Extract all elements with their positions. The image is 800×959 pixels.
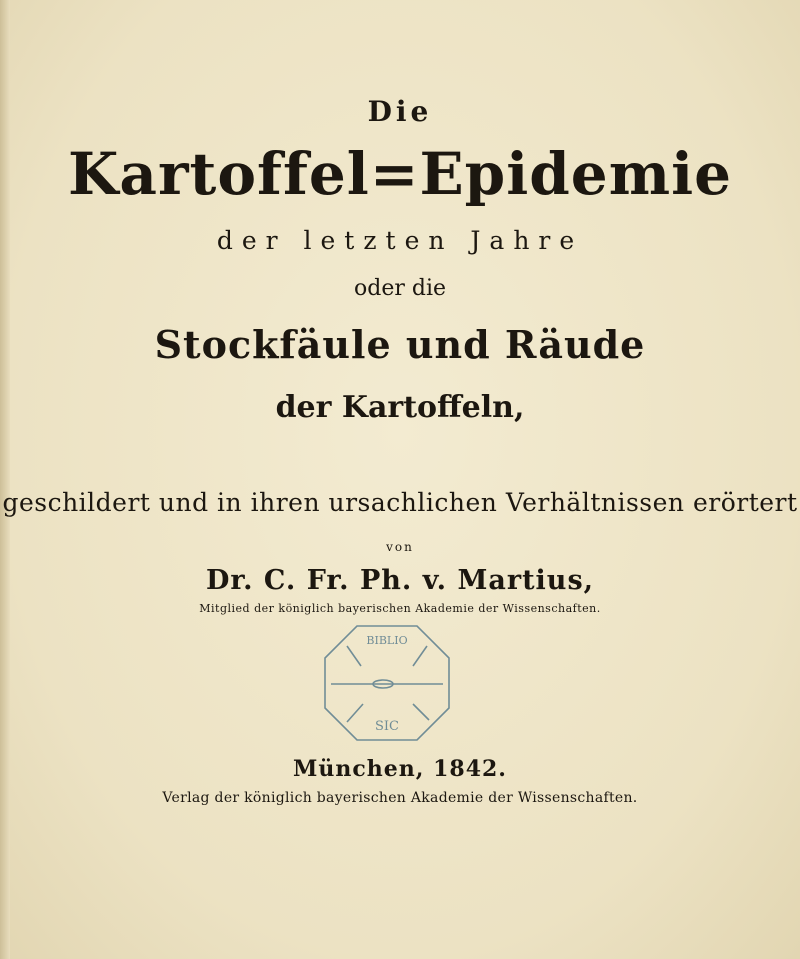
place-and-year: München, 1842. [293,756,507,782]
von-line: von [386,540,414,554]
subtitle-der-letzten-jahre: der letzten Jahre [216,226,584,255]
subtitle-oder-die: oder die [354,276,446,301]
title-die: Die [367,95,433,128]
main-title: Kartoffel=Epidemie [67,140,732,208]
author-name: Dr. C. Fr. Ph. v. Martius, [205,565,595,596]
subtitle-stockfaeule: Stockfäule und Räude [154,322,646,367]
subtitle-der-kartoffeln: der Kartoffeln, [275,390,525,425]
publisher-line: Verlag der königlich bayerischen Akademie der Wissenschaften. [162,790,638,806]
svg-text:BIBLIO: BIBLIO [366,634,408,647]
library-stamp-icon [317,618,457,748]
description-line: geschildert und in ihren ursachlichen Verhältnissen erörtert [2,488,798,517]
author-affiliation: Mitglied der königlich bayerischen Akademie der Wissenschaften. [199,602,601,615]
svg-text:SIC: SIC [375,719,399,734]
